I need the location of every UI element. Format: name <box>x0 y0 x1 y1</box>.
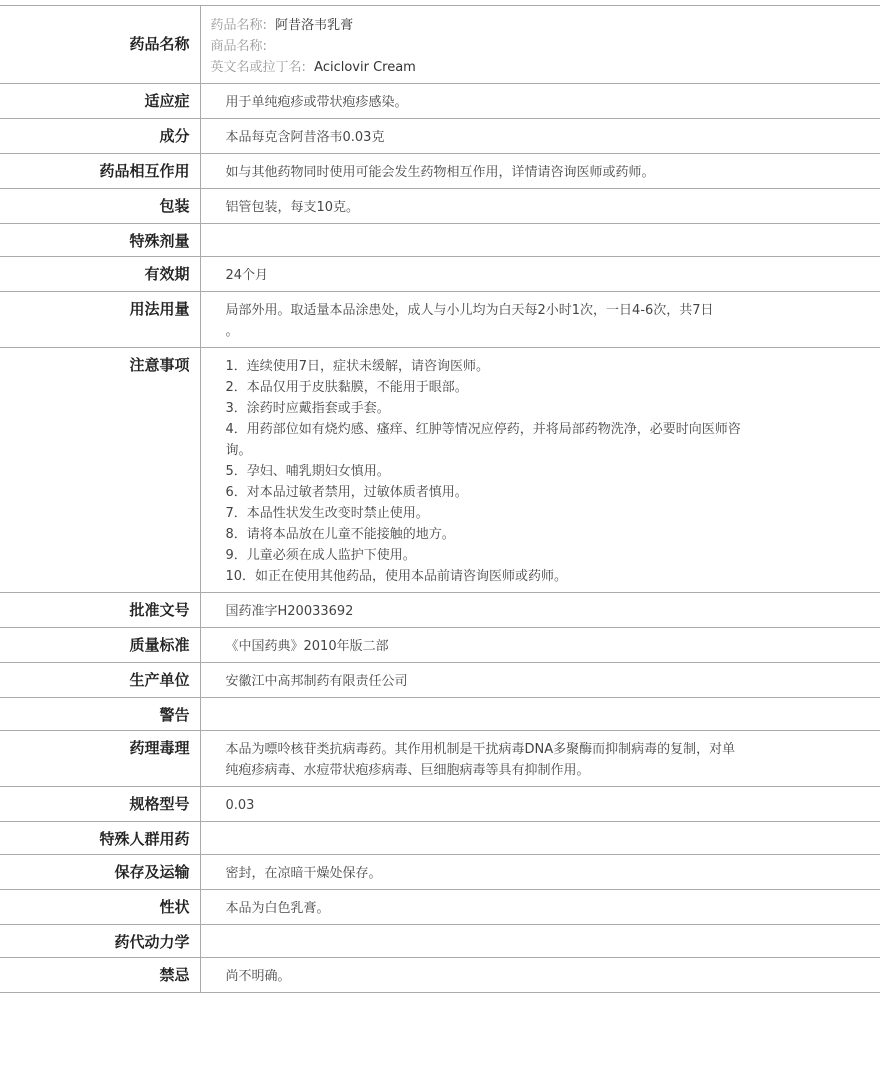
label-special-dosage: 特殊剂量 <box>0 224 200 257</box>
precaution-item: 7．本品性状发生改变时禁止使用。 <box>225 506 429 521</box>
value-spec: 0.03 <box>200 787 880 822</box>
usage-line-1: 局部外用。取适量本品涂患处，成人与小儿均为白天每2小时1次，一日4-6次，共7日 <box>225 303 714 318</box>
row-appearance <box>0 890 880 925</box>
row-precautions <box>0 348 880 593</box>
label-precautions: 注意事项 <box>0 348 200 593</box>
precaution-item: 1．连续使用7日，症状未缓解，请咨询医师。 <box>225 359 490 374</box>
value-drug-names <box>200 6 880 84</box>
label-appearance: 性状 <box>0 890 200 925</box>
label-usage: 用法用量 <box>0 292 200 348</box>
precaution-item: 4．用药部位如有烧灼感、瘙痒、红肿等情况应停药，并将局部药物洗净，必要时向医师咨 <box>225 422 741 437</box>
label-validity: 有效期 <box>0 257 200 292</box>
label-special-population: 特殊人群用药 <box>0 822 200 855</box>
label-contraindications: 禁忌 <box>0 958 200 993</box>
value-usage <box>200 292 880 348</box>
value-special-dosage <box>200 224 880 257</box>
row-indication <box>0 84 880 119</box>
drug-info-table <box>0 5 880 993</box>
label-spec: 规格型号 <box>0 787 200 822</box>
value-validity: 24个月 <box>200 257 880 292</box>
row-special-population <box>0 822 880 855</box>
generic-name-value: 阿昔洛韦乳膏 <box>275 18 354 33</box>
value-manufacturer: 安徽江中高邦制药有限责任公司 <box>200 663 880 698</box>
row-warning <box>0 698 880 731</box>
value-standard: 《中国药典》2010年版二部 <box>200 628 880 663</box>
value-indication: 用于单纯疱疹或带状疱疹感染。 <box>200 84 880 119</box>
value-pharmacokinetics <box>200 925 880 958</box>
trade-name-line <box>211 36 871 57</box>
english-name-key: 英文名或拉丁名: <box>210 60 306 75</box>
row-pharmacokinetics <box>0 925 880 958</box>
label-pharmacokinetics: 药代动力学 <box>0 925 200 958</box>
value-special-population <box>200 822 880 855</box>
value-package: 铝管包装，每支10克。 <box>200 189 880 224</box>
label-standard: 质量标准 <box>0 628 200 663</box>
value-warning <box>200 698 880 731</box>
row-approval <box>0 593 880 628</box>
label-package: 包装 <box>0 189 200 224</box>
row-package <box>0 189 880 224</box>
label-indication: 适应症 <box>0 84 200 119</box>
label-manufacturer: 生产单位 <box>0 663 200 698</box>
label-pharmacology: 药理毒理 <box>0 731 200 787</box>
label-warning: 警告 <box>0 698 200 731</box>
precaution-item: 8．请将本品放在儿童不能接触的地方。 <box>225 527 455 542</box>
row-spec <box>0 787 880 822</box>
english-name-line <box>211 57 871 78</box>
row-contraindications <box>0 958 880 993</box>
label-approval: 批准文号 <box>0 593 200 628</box>
row-interactions <box>0 154 880 189</box>
precaution-item: 2．本品仅用于皮肤黏膜，不能用于眼部。 <box>225 380 468 395</box>
trade-name-key: 商品名称: <box>210 39 267 54</box>
precaution-item: 9．儿童必须在成人监护下使用。 <box>225 548 416 563</box>
row-drug-name <box>0 6 880 84</box>
label-ingredients: 成分 <box>0 119 200 154</box>
value-contraindications: 尚不明确。 <box>200 958 880 993</box>
value-storage: 密封，在凉暗干燥处保存。 <box>200 855 880 890</box>
label-interactions: 药品相互作用 <box>0 154 200 189</box>
generic-name-key: 药品名称: <box>210 18 267 33</box>
english-name-value: Aciclovir Cream <box>314 60 416 75</box>
value-appearance: 本品为白色乳膏。 <box>200 890 880 925</box>
value-approval: 国药准字H20033692 <box>200 593 880 628</box>
pharmacology-line-1: 本品为嘌呤核苷类抗病毒药。其作用机制是干扰病毒DNA多聚酶而抑制病毒的复制，对单 <box>225 742 736 757</box>
value-ingredients: 本品每克含阿昔洛韦0.03克 <box>200 119 880 154</box>
value-pharmacology <box>200 731 880 787</box>
value-interactions: 如与其他药物同时使用可能会发生药物相互作用，详情请咨询医师或药师。 <box>200 154 880 189</box>
generic-name-line <box>211 15 871 36</box>
precaution-item: 询。 <box>225 443 252 458</box>
label-drug-name: 药品名称 <box>0 6 200 84</box>
row-manufacturer <box>0 663 880 698</box>
pharmacology-line-2: 纯疱疹病毒、水痘带状疱疹病毒、巨细胞病毒等具有抑制作用。 <box>225 763 590 778</box>
precaution-item: 10．如正在使用其他药品，使用本品前请咨询医师或药师。 <box>225 569 568 584</box>
row-storage <box>0 855 880 890</box>
drug-info-sheet <box>0 5 880 993</box>
precaution-item: 6．对本品过敏者禁用，过敏体质者慎用。 <box>225 485 468 500</box>
row-usage <box>0 292 880 348</box>
row-ingredients <box>0 119 880 154</box>
row-special-dosage <box>0 224 880 257</box>
precaution-item: 5．孕妇、哺乳期妇女慎用。 <box>225 464 390 479</box>
row-validity <box>0 257 880 292</box>
row-pharmacology <box>0 731 880 787</box>
usage-line-2: 。 <box>225 324 239 339</box>
precaution-item: 3．涂药时应戴指套或手套。 <box>225 401 390 416</box>
row-standard <box>0 628 880 663</box>
label-storage: 保存及运输 <box>0 855 200 890</box>
value-precautions <box>200 348 880 593</box>
